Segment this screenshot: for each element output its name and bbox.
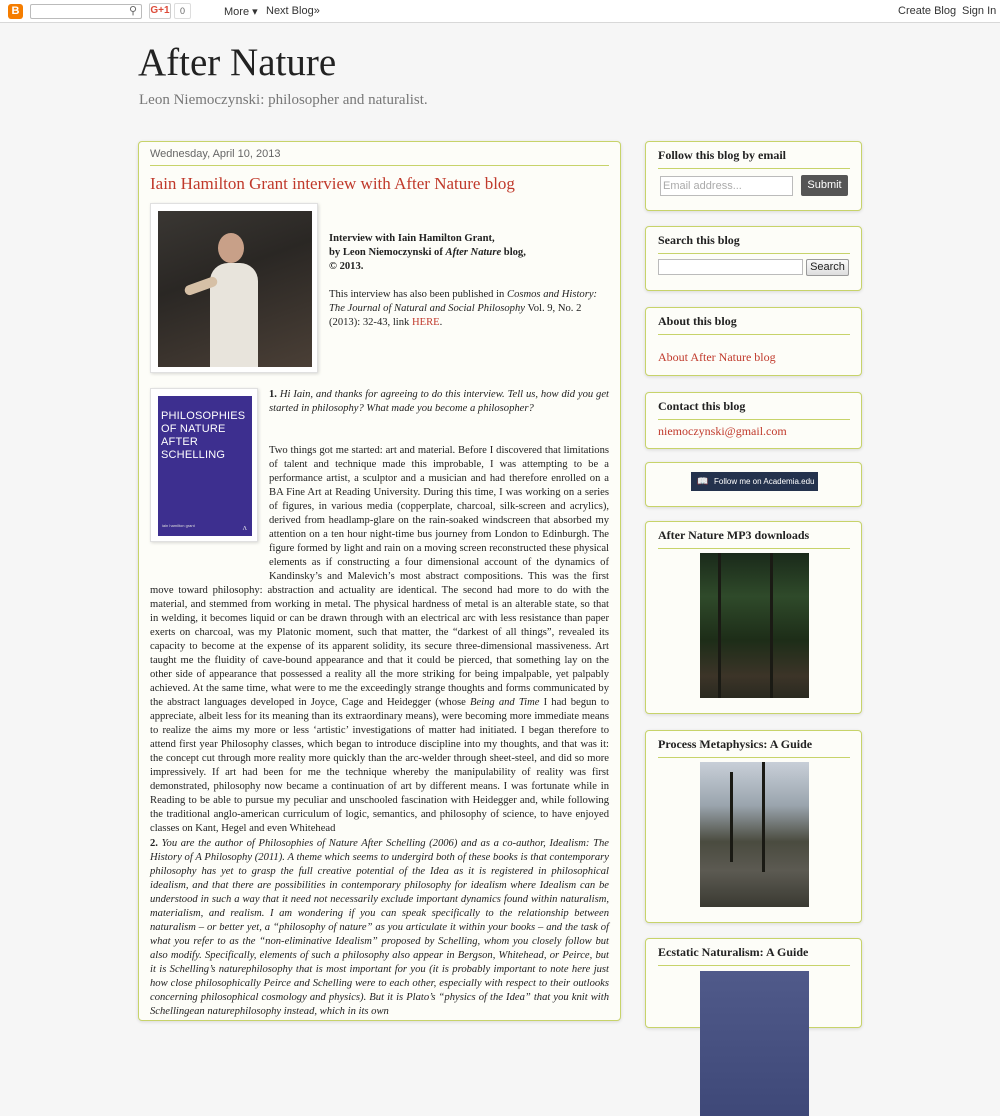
about-widget bbox=[645, 307, 862, 376]
follow-widget-title: Follow this blog by email bbox=[658, 148, 850, 169]
interviewee-photo-image bbox=[158, 211, 312, 367]
process-metaphysics-widget bbox=[645, 730, 862, 923]
answer-1-text-pre: Two things got me started: art and material. Before I discovered that limitations of talent and technique made this improbable, I was attempting to be a performance artist, a sculptor and a musician and had therefore enrolled on a BA Fine Art at Reading University. During this time, I was working on a series of figures, in various media (copperplate, charcoal, silk-screen and acrylics), derived from headlamp-glare on the rain-soaked windscreen that absorbed my attention on a ten hour night-time bus journey from London to Edinburgh. The figure formed by light and rain on a moving screen reconstructed these physical elements as if constructing a four dimensional account of the dynamics of Kandinsky’s and Malevich’s most abstract compositions. This was the first move toward philosophy: abstraction and actuality are identical. The second had more to do with the material, and stemmed from working in metal. The physical hardness of metal is an alterable state, so that in welding, it becomes liquid or can be drawn through with an electrical arc with less resistance than paper exerts on charcoal, was my Platonic moment, such that matter, the “darkest of all things”, revealed its capacity to become at the expense of its apparent solidity, its secure three-dimensional massiveness. Art taught me the fluidity of cave-bound appearance and that it could be pierced, that something lay on the other side of appearance that possessed a reality all the more striking for being impalpable, yet palpably achieved. At the same time, what were to me the exceedingly strange thoughts and forms communicated by the abstract languages developed in Joyce, Cage and Heidegger (whose bbox=[150, 445, 609, 708]
contact-email-link[interactable]: niemoczynski@gmail.com bbox=[658, 424, 787, 438]
academia-label: Follow me on Academia.edu bbox=[714, 477, 815, 486]
blog-title[interactable]: After Nature bbox=[138, 41, 337, 84]
post-date: Wednesday, April 10, 2013 bbox=[150, 148, 609, 166]
search-widget bbox=[645, 226, 862, 291]
post-container bbox=[138, 141, 621, 1021]
tree-trunk bbox=[770, 553, 773, 698]
ecstatic-image[interactable] bbox=[700, 971, 809, 1116]
email-field[interactable]: Email address... bbox=[660, 176, 793, 196]
google-plus-button[interactable]: G+1 bbox=[149, 3, 171, 19]
question-1-number: 1. bbox=[269, 389, 277, 400]
intro-line-2-pre: by Leon Niemoczynski of bbox=[329, 247, 446, 258]
mp3-widget-title: After Nature MP3 downloads bbox=[658, 528, 850, 549]
intro-line-2-italic: After Nature bbox=[445, 247, 502, 258]
intro-line-2-post: blog, bbox=[501, 247, 526, 258]
person-head bbox=[218, 233, 244, 263]
publisher-logo-icon: Λ bbox=[242, 526, 247, 532]
published-journal: Cosmos and History: The Journal of Natural and Social Philosophy bbox=[329, 289, 598, 314]
answer-1-text-post: I had begun to appreciate, albeit less for its meaning than its extraordinary means), were becoming more immediate means to realize the aims my more or less ‘artistic’ investigations of matter had initiated. I began therefore to attend first year Philosophy classes, which began to introduce discipline into my thoughts, and that was it: the concept cut through more reality more quickly than the arc-welder through sheet-steel, and did so more impressively. If art had been for me the technique whereby the manipulability of reality was first demonstrated, philosophy now became a continuation of art by different means. I was fortunate while in Reading to be able to pursue my peculiar and unschooled fascination with Heidegger and, while following the traditional anglo-american curriculum of logic, semantics, and philosophy of science, to have enjoyed classes on Kant, Hegel and even Whitehead bbox=[150, 697, 609, 834]
answer-float-spacer bbox=[150, 444, 269, 584]
answer-1 bbox=[150, 444, 609, 836]
question-1-text: Hi Iain, and thanks for agreeing to do this interview. Tell us, how did you get started in philosophy? What made you become a philosopher? bbox=[269, 389, 609, 414]
search-input[interactable] bbox=[658, 259, 803, 275]
book-cover-author: iain hamilton grant bbox=[162, 523, 195, 528]
rocky-forest-image[interactable] bbox=[700, 762, 809, 907]
interviewee-photo[interactable] bbox=[150, 203, 318, 373]
answer-1-italic: Being and Time bbox=[469, 697, 540, 708]
intro-line-1: Interview with Iain Hamilton Grant, bbox=[329, 233, 495, 244]
question-1 bbox=[269, 388, 609, 416]
google-plus-count: 0 bbox=[174, 3, 191, 19]
published-here-link[interactable]: HERE bbox=[411, 317, 440, 328]
person-shirt bbox=[210, 263, 258, 367]
submit-button[interactable]: Submit bbox=[801, 175, 848, 196]
tree-trunk bbox=[718, 553, 721, 698]
search-icon[interactable]: ⚲ bbox=[128, 5, 138, 17]
question-2-text: You are the author of Philosophies of Nature After Schelling (2006) and as a co-author, Idealism: The History of A Philosophy (2011). A theme which seems to undergird both of these books is that contemporary philosophy has yet to grasp the full creative potential of the Idea as it is registered in philosophical idealism, and that there are possibilities in contemporary philosophy for idealism where Idealism can be understood in such a way that it need not necessarily exclude important dynamics found within naturalism, materialism, and realism. I am wondering if you can speak specifically to the relationship between naturalism – or better yet, a “philosophy of nature” as you articulate it within your books – and the task of what you refer to as the “non-eliminative Idealism” proposed by Schelling, whom you closely follow but also modify. Specifically, elements of such a philosophy also appear in Bergson, Whitehead, or Peirce, but it is Schelling’s naturephilosophy that is most important for you (it is probably important to note here just how close philosophically Peirce and Schelling were to each other, especially with respect to their outlooks concerning philosophical cosmology and physics). But it is Plato’s “physics of the Idea” that you knit with Schellingean naturephilosophy instead, which in its own bbox=[150, 838, 609, 1017]
mp3-widget bbox=[645, 521, 862, 714]
question-2 bbox=[150, 837, 609, 1019]
follow-by-email-widget bbox=[645, 141, 862, 211]
ecstatic-naturalism-widget bbox=[645, 938, 862, 1028]
academia-follow-button[interactable] bbox=[691, 472, 818, 491]
book-cover-title: PHILOSOPHIES OF NATURE AFTER SCHELLING bbox=[161, 410, 246, 461]
sign-in-link[interactable]: Sign In bbox=[962, 5, 997, 17]
about-widget-title: About this blog bbox=[658, 314, 850, 335]
post-title[interactable]: Iain Hamilton Grant interview with After Nature blog bbox=[150, 174, 515, 193]
contact-widget-title: Contact this blog bbox=[658, 399, 850, 420]
question-2-number: 2. bbox=[150, 838, 158, 849]
search-widget-title: Search this blog bbox=[658, 233, 850, 254]
process-widget-title: Process Metaphysics: A Guide bbox=[658, 737, 850, 758]
tree-trunk bbox=[730, 772, 733, 862]
academia-widget bbox=[645, 462, 862, 507]
academia-icon: 📖 bbox=[697, 476, 709, 486]
create-blog-link[interactable]: Create Blog bbox=[898, 5, 957, 17]
published-post: Vol. 9, No. 2 (2013): 32-43, link bbox=[329, 303, 582, 328]
post-intro bbox=[329, 232, 609, 344]
intro-line-3: © 2013. bbox=[329, 261, 364, 272]
ecstatic-widget-title: Ecstatic Naturalism: A Guide bbox=[658, 945, 850, 966]
blogger-navbar bbox=[0, 0, 1000, 23]
about-link[interactable]: About After Nature blog bbox=[658, 350, 776, 364]
forest-image[interactable] bbox=[700, 553, 809, 698]
published-end: . bbox=[439, 317, 443, 328]
next-blog-link[interactable]: Next Blog» bbox=[266, 5, 320, 17]
contact-widget bbox=[645, 392, 862, 449]
more-menu[interactable]: More ▾ bbox=[224, 6, 258, 18]
tree-trunk bbox=[762, 762, 765, 872]
blog-description: Leon Niemoczynski: philosopher and naturalist. bbox=[139, 92, 428, 108]
blogger-logo-icon[interactable]: B bbox=[8, 4, 23, 19]
published-pre: This interview has also been published in bbox=[329, 289, 507, 300]
search-button[interactable]: Search bbox=[806, 259, 849, 276]
